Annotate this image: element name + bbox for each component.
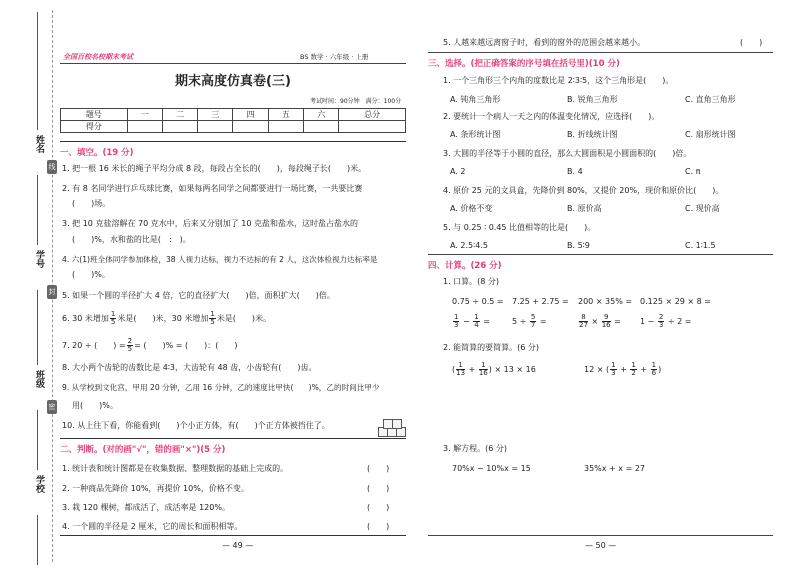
exam-info: 考试时间：90分钟 满分：100分 xyxy=(310,98,402,105)
oral-item: 5 ÷ $\frac{5}{7}$ = xyxy=(512,313,547,329)
question: ( )%，水和盐的比是( : )。 xyxy=(72,235,191,244)
score-input-cell[interactable] xyxy=(162,121,197,133)
sub-title: 1. 口算。(8 分) xyxy=(443,277,500,286)
judge-item: 1. 统计表和统计图都是在收集数据、整理数据的基础上完成的。 xyxy=(62,464,289,473)
table-row xyxy=(61,121,406,133)
question: 8. 大小两个齿轮的齿数比是 4∶3，大齿轮有 48 齿，小齿轮有( )齿。 xyxy=(62,363,317,372)
answer-blank[interactable]: ( ) xyxy=(367,503,390,512)
choice-option[interactable]: A. 条形统计图 xyxy=(450,130,501,139)
table-cell: 二 xyxy=(162,109,197,121)
table-cell: 五 xyxy=(268,109,303,121)
table-cell: 四 xyxy=(233,109,268,121)
choice-question: 1. 一个三角形三个内角的度数比是 2∶3∶5，这个三角形是( )。 xyxy=(443,76,674,85)
section-title: 一、填空。(19 分) xyxy=(60,148,134,158)
header-rule xyxy=(60,63,406,64)
table-cell: 得分 xyxy=(61,121,128,133)
binding-line xyxy=(37,515,38,565)
oral-item: $\frac{8}{27}$ × $\frac{9}{16}$ = xyxy=(579,313,621,329)
question: 用( )%。 xyxy=(72,401,118,410)
fraction: $\frac{1}{5}$ xyxy=(210,310,215,326)
divider xyxy=(60,535,406,536)
question: 6. 30 米增加 $\frac{1}{5}$ 米是( )米，30 米增加 $\frac{1}{5}$ 米是( )米。 xyxy=(62,310,272,326)
binding-mark: 封 xyxy=(47,285,57,299)
binding-mark: 密 xyxy=(47,400,57,414)
judge-item: 5. 人越来越远离窗子时，看到的窗外的范围会越来越小。 xyxy=(443,38,646,47)
oral-item: 7.25 + 2.75 = xyxy=(512,297,569,306)
score-input-cell[interactable] xyxy=(198,121,233,133)
section-title: 四、计算。(26 分) xyxy=(428,261,502,271)
oral-item: 0.125 × 29 × 8 = xyxy=(640,297,711,306)
divider xyxy=(428,535,773,536)
question: 1. 把一根 16 米长的绳子平均分成 8 段，每段占全长的( )，每段绳子长( )米。 xyxy=(62,164,367,173)
table-row xyxy=(61,109,406,121)
oral-item: 200 × 35% = xyxy=(578,297,633,306)
answer-blank[interactable]: ( ) xyxy=(367,484,390,493)
page-number: — 50 — xyxy=(585,541,617,550)
score-input-cell[interactable] xyxy=(339,121,406,133)
section-title: 三、选择。(把正确答案的序号填在括号里)(10 分) xyxy=(428,59,620,69)
question: 10. 从上往下看，你能看到( )个小正方体，有( )个正方体被挡住了。 xyxy=(62,421,330,430)
sub-title: 2. 能简算的要简算。(6 分) xyxy=(443,343,540,352)
oral-item: 0.75 ÷ 0.5 = xyxy=(452,297,504,306)
score-input-cell[interactable] xyxy=(127,121,162,133)
score-input-cell[interactable] xyxy=(304,121,339,133)
question: ( )%。 xyxy=(72,270,110,279)
choice-option[interactable]: A. 价格不变 xyxy=(450,204,493,213)
table-cell: 一 xyxy=(127,109,162,121)
binding-line xyxy=(37,410,38,470)
divider xyxy=(60,141,406,142)
sub-title: 3. 解方程。(6 分) xyxy=(443,444,508,453)
oral-item: 1 − $\frac{2}{3}$ ÷ 2 = xyxy=(640,313,692,329)
divider xyxy=(428,254,773,255)
score-input-cell[interactable] xyxy=(268,121,303,133)
choice-option[interactable]: A. 2.5∶4.5 xyxy=(450,241,488,250)
question: 4. 六(1)班全体同学参加体检，38 人视力达标，视力不达标的有 2 人，这次体检视力达标率是 xyxy=(62,255,378,264)
choice-question: 5. 与 0.25 ∶ 0.45 比值相等的比是( )。 xyxy=(443,223,596,232)
student-id-label: 学号 xyxy=(34,250,44,268)
choice-option[interactable]: B. 5∶9 xyxy=(567,241,590,250)
choice-option[interactable]: C. 1∶1.5 xyxy=(685,241,716,250)
binding-line xyxy=(37,175,38,245)
binding-mark: 线 xyxy=(47,160,57,174)
oral-item: $\frac{1}{3}$ − $\frac{1}{4}$ = xyxy=(454,313,490,329)
judge-item: 2. 一种商品先降价 10%，再提价 10%，价格不变。 xyxy=(62,484,249,493)
question: 7. 20 ÷ ( ) = $\frac{2}{5}$ = ( )% = ( )：( ) xyxy=(62,337,238,353)
binding-line xyxy=(37,12,38,130)
table-cell: 题号 xyxy=(61,109,128,121)
equation-item: 70%x − 10%x = 15 xyxy=(452,464,531,473)
name-label: 姓名 xyxy=(34,135,44,153)
simplify-item: ( $\frac{1}{13}$ + $\frac{1}{16}$ ) × 13 × 16 xyxy=(452,361,536,377)
judge-item: 4. 一个圆的半径是 2 厘米，它的周长和面积相等。 xyxy=(62,522,243,531)
divider xyxy=(428,52,773,53)
page-title: 期末高度仿真卷(三) xyxy=(175,74,291,89)
choice-question: 4. 原价 25 元的文具盒，先降价到 80%，又提价 20%，现价和原价比( )。 xyxy=(443,186,724,195)
choice-question: 2. 要统计一个病人一天之内的体温变化情况，应选择( )。 xyxy=(443,112,660,121)
answer-blank[interactable]: ( ) xyxy=(367,464,390,473)
series-label: 全国百校名校期末考试 xyxy=(63,53,133,61)
table-cell: 总分 xyxy=(339,109,406,121)
choice-option[interactable]: A. 2 xyxy=(450,167,466,176)
score-table xyxy=(60,108,406,133)
equation-item: 35%x + x = 27 xyxy=(584,464,646,473)
divider xyxy=(60,438,406,439)
fraction: $\frac{2}{5}$ xyxy=(127,337,133,353)
choice-option[interactable]: C. π xyxy=(685,167,701,176)
question: 2. 有 8 名同学进行乒乓球比赛，如果每两名同学之间都要进行一场比赛，一共要比赛 xyxy=(62,184,363,193)
choice-question: 3. 大圆的半径等于小圆的直径，那么大圆面积是小圆面积的( )倍。 xyxy=(443,149,692,158)
choice-option[interactable]: C. 现价高 xyxy=(685,204,720,213)
simplify-item: 12 × ( $\frac{1}{3}$ + $\frac{1}{2}$ + $\frac{1}{6}$ ) xyxy=(584,361,662,377)
school-label: 学校 xyxy=(34,475,44,493)
section-title: 二、判断。(对的画"√"，错的画"×")(5 分) xyxy=(60,445,226,455)
question: ( )场。 xyxy=(72,199,111,208)
table-cell: 六 xyxy=(304,109,339,121)
binding-line xyxy=(37,290,38,365)
choice-option[interactable]: C. 扇形统计图 xyxy=(685,130,736,139)
judge-item: 3. 栽 120 棵树，都成活了，成活率是 120%。 xyxy=(62,503,230,512)
question: 5. 如果一个圆的半径扩大 4 倍，它的直径扩大( )倍，面积扩大( )倍。 xyxy=(62,291,335,300)
answer-blank[interactable]: ( ) xyxy=(367,522,390,531)
class-label: 班级 xyxy=(34,370,44,388)
page-number: — 49 — xyxy=(222,541,254,550)
choice-option[interactable]: B. 锐角三角形 xyxy=(567,95,618,104)
choice-option[interactable]: A. 钝角三角形 xyxy=(450,95,501,104)
choice-option[interactable]: B. 折线统计图 xyxy=(567,130,618,139)
question: 3. 把 10 克盐溶解在 70 克水中，后来又分别加了 10 克盐和盐水，这时盐占盐水的 xyxy=(62,219,358,228)
score-input-cell[interactable] xyxy=(233,121,268,133)
choice-option[interactable]: B. 原价高 xyxy=(567,204,602,213)
question: 9. 从学校到文化宫，甲用 20 分钟，乙用 16 分钟，乙的速度比甲快( )%，乙的时间比甲少 xyxy=(62,383,380,392)
subject-label: BS 数学 · 六年级 · 上册 xyxy=(300,53,369,61)
answer-blank[interactable]: ( ) xyxy=(740,38,763,47)
fraction: $\frac{1}{5}$ xyxy=(110,310,116,326)
choice-option[interactable]: B. 4 xyxy=(567,167,583,176)
table-cell: 三 xyxy=(198,109,233,121)
choice-option[interactable]: C. 直角三角形 xyxy=(685,95,736,104)
